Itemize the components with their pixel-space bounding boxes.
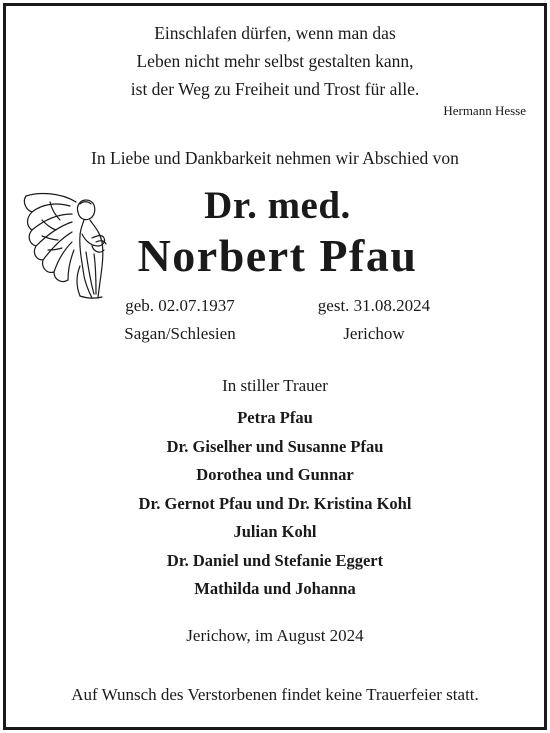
poem-line: Leben nicht mehr selbst gestalten kann, — [136, 51, 414, 71]
poem-author: Hermann Hesse — [443, 103, 526, 118]
death-place: Jerichow — [343, 324, 405, 343]
birth-place: Sagan/Schlesien — [124, 324, 236, 343]
poem-line: ist der Weg zu Freiheit und Trost für alle. — [130, 79, 420, 99]
birth-info — [110, 292, 250, 348]
mourner-name: Julian Kohl — [233, 522, 317, 541]
birth-date: geb. 02.07.1937 — [125, 296, 235, 315]
mourner-name: Dorothea und Gunnar — [196, 465, 354, 484]
farewell-intro: In Liebe und Dankbarkeit nehmen wir Abschied von — [91, 148, 459, 168]
mourner-name: Dr. Giselher und Susanne Pfau — [166, 436, 384, 456]
mourner-name: Dr. Daniel und Stefanie Eggert — [166, 550, 384, 570]
death-info — [294, 292, 454, 348]
deceased-name: Norbert Pfau — [137, 230, 418, 281]
poem — [0, 19, 550, 103]
mourners-list — [0, 404, 550, 604]
mourner-name: Mathilda und Johanna — [194, 579, 356, 598]
poem-line: Einschlafen dürfen, wenn man das — [154, 23, 396, 43]
mourner-name: Dr. Gernot Pfau und Dr. Kristina Kohl — [138, 493, 412, 513]
funeral-note: Auf Wunsch des Verstorbenen findet keine Trauerfeier statt. — [71, 685, 479, 704]
deceased-title: Dr. med. — [204, 184, 351, 227]
death-date: gest. 31.08.2024 — [317, 296, 431, 315]
place-date: Jerichow, im August 2024 — [186, 626, 364, 645]
mourner-name: Petra Pfau — [237, 408, 313, 427]
mourning-intro: In stiller Trauer — [222, 376, 328, 395]
